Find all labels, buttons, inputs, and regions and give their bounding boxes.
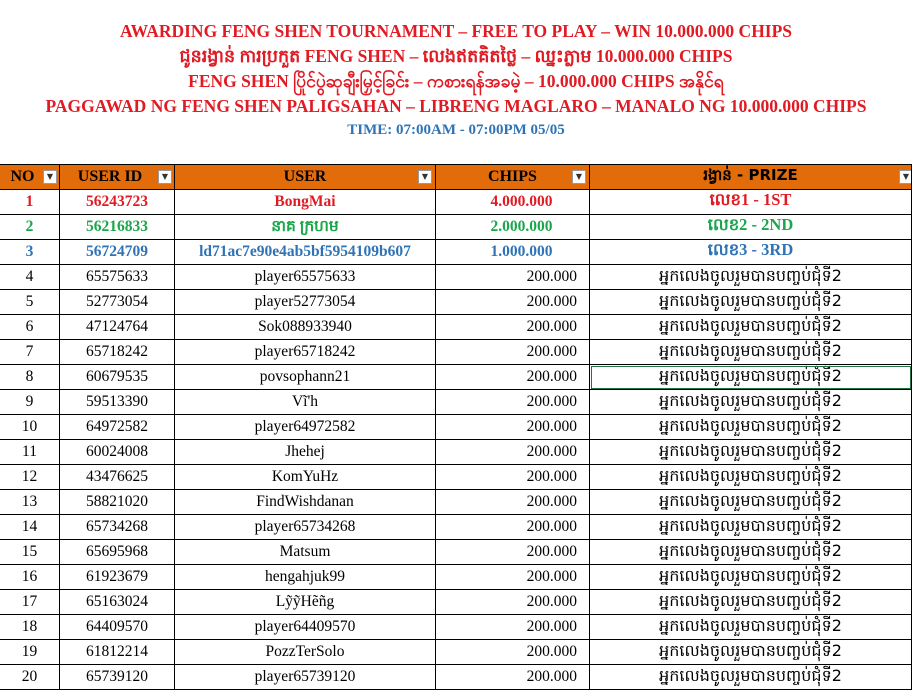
cell-chips[interactable]: 200.000: [436, 590, 590, 615]
cell-no[interactable]: 3: [0, 240, 60, 265]
column-header-user[interactable]: [175, 165, 436, 190]
title-line-english: AWARDING FENG SHEN TOURNAMENT – FREE TO PLAY – WIN 10.000.000 CHIPS: [119, 21, 793, 41]
cell-chips[interactable]: 200.000: [436, 290, 590, 315]
cell-user-id[interactable]: 56243723: [60, 190, 175, 215]
table-row: [0, 340, 912, 365]
cell-no[interactable]: 17: [0, 590, 60, 615]
cell-no[interactable]: 20: [0, 665, 60, 690]
cell-user-id[interactable]: 59513390: [60, 390, 175, 415]
table-row: [0, 415, 912, 440]
cell-no[interactable]: 19: [0, 640, 60, 665]
cell-no[interactable]: 14: [0, 515, 60, 540]
cell-user-id[interactable]: 65718242: [60, 340, 175, 365]
cell-prize[interactable]: អ្នកលេងចូលរួមបានបញ្ចប់ជុំទី2: [590, 590, 912, 615]
cell-no[interactable]: 16: [0, 565, 60, 590]
cell-user[interactable]: Matsum: [175, 540, 436, 565]
cell-prize[interactable]: អ្នកលេងចូលរួមបានបញ្ចប់ជុំទី2: [590, 490, 912, 515]
cell-prize[interactable]: អ្នកលេងចូលរួមបានបញ្ចប់ជុំទី2: [590, 340, 912, 365]
cell-chips[interactable]: 200.000: [436, 265, 590, 290]
cell-chips[interactable]: 200.000: [436, 365, 590, 390]
dropdown-arrow-icon[interactable]: ▼: [572, 170, 586, 184]
table-row: [0, 615, 912, 640]
cell-no[interactable]: 12: [0, 465, 60, 490]
cell-no[interactable]: 9: [0, 390, 60, 415]
cell-user-id[interactable]: 58821020: [60, 490, 175, 515]
cell-chips[interactable]: 200.000: [436, 565, 590, 590]
cell-user-id[interactable]: 47124764: [60, 315, 175, 340]
cell-user-id[interactable]: 64972582: [60, 415, 175, 440]
cell-chips[interactable]: 200.000: [436, 515, 590, 540]
cell-user[interactable]: ld71ac7e90e4ab5bf5954109b607: [175, 240, 436, 265]
cell-user[interactable]: player65718242: [175, 340, 436, 365]
cell-user[interactable]: player65575633: [175, 265, 436, 290]
cell-chips[interactable]: 200.000: [436, 465, 590, 490]
cell-prize[interactable]: អ្នកលេងចូលរួមបានបញ្ចប់ជុំទី2: [590, 565, 912, 590]
cell-user-id[interactable]: 56724709: [60, 240, 175, 265]
cell-user[interactable]: BongMai: [175, 190, 436, 215]
cell-no[interactable]: 10: [0, 415, 60, 440]
cell-prize[interactable]: អ្នកលេងចូលរួមបានបញ្ចប់ជុំទី2: [590, 315, 912, 340]
cell-chips[interactable]: 200.000: [436, 665, 590, 690]
cell-no[interactable]: 18: [0, 615, 60, 640]
cell-chips[interactable]: 200.000: [436, 390, 590, 415]
title-line-khmer: ជូនរង្វាន់ ការប្រកួត FENG SHEN – លេងឥតគិតថ្លៃ – ឈ្នះភ្លាម 10.000.000 CHIPS: [179, 46, 733, 66]
cell-chips[interactable]: 200.000: [436, 615, 590, 640]
table-row: [0, 315, 912, 340]
cell-chips[interactable]: 4.000.000: [436, 190, 590, 215]
table-row: [0, 590, 912, 615]
cell-no[interactable]: 4: [0, 265, 60, 290]
cell-user-id[interactable]: 60024008: [60, 440, 175, 465]
cell-prize[interactable]: អ្នកលេងចូលរួមបានបញ្ចប់ជុំទី2: [590, 365, 912, 390]
cell-user[interactable]: hengahjuk99: [175, 565, 436, 590]
cell-user-id[interactable]: 61923679: [60, 565, 175, 590]
dropdown-arrow-icon[interactable]: ▼: [418, 170, 432, 184]
cell-chips[interactable]: 200.000: [436, 490, 590, 515]
title-block: [0, 0, 912, 164]
cell-prize[interactable]: អ្នកលេងចូលរួមបានបញ្ចប់ជុំទី2: [590, 640, 912, 665]
cell-user-id[interactable]: 60679535: [60, 365, 175, 390]
cell-prize[interactable]: អ្នកលេងចូលរួមបានបញ្ចប់ជុំទី2: [590, 515, 912, 540]
title-line-burmese: FENG SHEN ပြိုင်ပွဲဆုချီးမြှင့်ခြင်း – ကစားရန်အခမဲ့ – 10.000.000 CHIPS အနိုင်ရ: [188, 71, 724, 91]
cell-user-id[interactable]: 65739120: [60, 665, 175, 690]
cell-prize[interactable]: អ្នកលេងចូលរួមបានបញ្ចប់ជុំទី2: [590, 615, 912, 640]
title-line-filipino: PAGGAWAD NG FENG SHEN PALIGSAHAN – LIBRENG MAGLARO – MANALO NG 10.000.000 CHIPS: [45, 96, 867, 116]
table-row: [0, 290, 912, 315]
table-row: [0, 490, 912, 515]
cell-user[interactable]: povsophann21: [175, 365, 436, 390]
cell-user-id[interactable]: 52773054: [60, 290, 175, 315]
cell-prize[interactable]: អ្នកលេងចូលរួមបានបញ្ចប់ជុំទី2: [590, 440, 912, 465]
cell-chips[interactable]: 200.000: [436, 415, 590, 440]
table-row: [0, 565, 912, 590]
dropdown-arrow-icon[interactable]: ▼: [43, 170, 57, 184]
cell-chips[interactable]: 2.000.000: [436, 215, 590, 240]
cell-user[interactable]: FindWishdanan: [175, 490, 436, 515]
cell-chips[interactable]: 200.000: [436, 540, 590, 565]
column-header-label: CHIPS: [488, 168, 537, 185]
cell-no[interactable]: 5: [0, 290, 60, 315]
cell-user-id[interactable]: 43476625: [60, 465, 175, 490]
cell-user[interactable]: player64972582: [175, 415, 436, 440]
cell-user[interactable]: Jhehej: [175, 440, 436, 465]
table-row: [0, 365, 912, 390]
cell-chips[interactable]: 1.000.000: [436, 240, 590, 265]
cell-user[interactable]: PozzTerSolo: [175, 640, 436, 665]
table-row: [0, 240, 912, 265]
table-row: [0, 465, 912, 490]
cell-no[interactable]: 8: [0, 365, 60, 390]
cell-user-id[interactable]: 65734268: [60, 515, 175, 540]
cell-user[interactable]: player65739120: [175, 665, 436, 690]
cell-prize[interactable]: អ្នកលេងចូលរួមបានបញ្ចប់ជុំទី2: [590, 540, 912, 565]
dropdown-arrow-icon[interactable]: ▼: [158, 170, 172, 184]
cell-user[interactable]: Sok088933940: [175, 315, 436, 340]
column-header-label: USER ID: [77, 168, 143, 185]
table-row: [0, 390, 912, 415]
table-header-row: [0, 164, 912, 190]
cell-prize[interactable]: លេខ1 - 1ST: [590, 190, 912, 215]
table-row: [0, 215, 912, 240]
column-header-label: NO: [10, 168, 35, 185]
cell-chips[interactable]: 200.000: [436, 440, 590, 465]
table-row: [0, 665, 912, 690]
cell-user-id[interactable]: 56216833: [60, 215, 175, 240]
cell-no[interactable]: 11: [0, 440, 60, 465]
cell-user[interactable]: LỹỹHẽñg: [175, 590, 436, 615]
cell-user-id[interactable]: 65163024: [60, 590, 175, 615]
column-header-prize[interactable]: [590, 165, 912, 190]
cell-user[interactable]: នាគ ក្រហម: [175, 215, 436, 240]
cell-prize[interactable]: អ្នកលេងចូលរួមបានបញ្ចប់ជុំទី2: [590, 465, 912, 490]
cell-prize[interactable]: លេខ3 - 3RD: [590, 240, 912, 265]
cell-prize[interactable]: អ្នកលេងចូលរួមបានបញ្ចប់ជុំទី2: [590, 265, 912, 290]
time-label: TIME: 07:00AM - 07:00PM 05/05: [347, 122, 565, 138]
column-header-label: រង្វាន់ - PRIZE: [703, 166, 798, 184]
table-row: [0, 640, 912, 665]
cell-user[interactable]: player64409570: [175, 615, 436, 640]
cell-prize[interactable]: អ្នកលេងចូលរួមបានបញ្ចប់ជុំទី2: [590, 665, 912, 690]
cell-prize[interactable]: អ្នកលេងចូលរួមបានបញ្ចប់ជុំទី2: [590, 415, 912, 440]
table-row: [0, 190, 912, 215]
cell-chips[interactable]: 200.000: [436, 315, 590, 340]
cell-user-id[interactable]: 65575633: [60, 265, 175, 290]
cell-user-id[interactable]: 64409570: [60, 615, 175, 640]
cell-user[interactable]: Vĩ'h: [175, 390, 436, 415]
table-row: [0, 540, 912, 565]
cell-prize[interactable]: លេខ2 - 2ND: [590, 215, 912, 240]
dropdown-arrow-icon[interactable]: ▼: [899, 170, 912, 184]
cell-user[interactable]: KomYuHz: [175, 465, 436, 490]
cell-no[interactable]: 15: [0, 540, 60, 565]
cell-user[interactable]: player52773054: [175, 290, 436, 315]
cell-prize[interactable]: អ្នកលេងចូលរួមបានបញ្ចប់ជុំទី2: [590, 390, 912, 415]
cell-no[interactable]: 2: [0, 215, 60, 240]
cell-user[interactable]: player65734268: [175, 515, 436, 540]
table-row: [0, 440, 912, 465]
cell-no[interactable]: 1: [0, 190, 60, 215]
cell-user-id[interactable]: 61812214: [60, 640, 175, 665]
cell-chips[interactable]: 200.000: [436, 340, 590, 365]
cell-no[interactable]: 6: [0, 315, 60, 340]
column-header-label: USER: [283, 168, 327, 185]
cell-no[interactable]: 13: [0, 490, 60, 515]
cell-chips[interactable]: 200.000: [436, 640, 590, 665]
column-header-chips[interactable]: [436, 165, 590, 190]
table-row: [0, 515, 912, 540]
column-header-user-id[interactable]: [60, 165, 175, 190]
table-row: [0, 265, 912, 290]
cell-no[interactable]: 7: [0, 340, 60, 365]
cell-user-id[interactable]: 65695968: [60, 540, 175, 565]
cell-prize[interactable]: អ្នកលេងចូលរួមបានបញ្ចប់ជុំទី2: [590, 290, 912, 315]
column-header-no[interactable]: [0, 165, 60, 190]
